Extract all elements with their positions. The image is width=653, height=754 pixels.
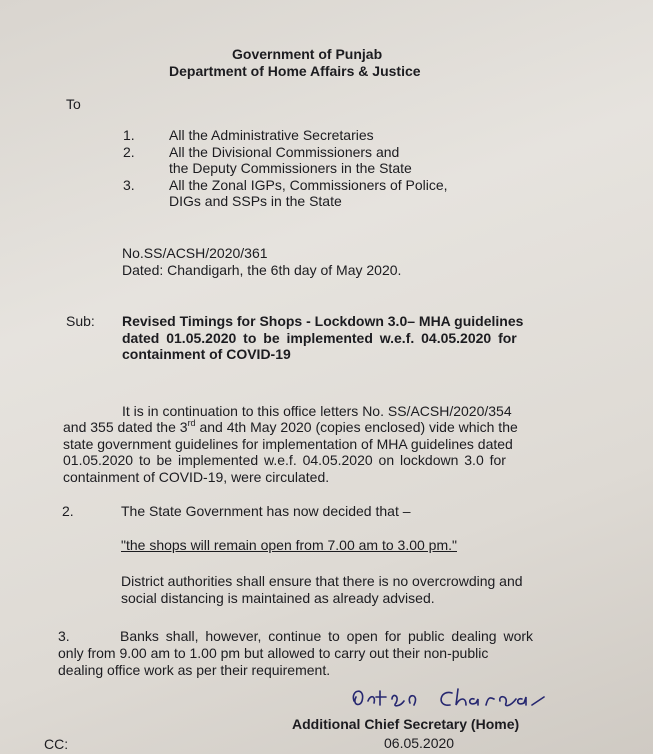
reference-date: Dated: Chandigarh, the 6th day of May 2020.: [122, 262, 402, 278]
signature-mark: [340, 683, 580, 713]
header-government: Government of Punjab: [232, 46, 383, 62]
signatory-designation: Additional Chief Secretary (Home): [292, 716, 520, 732]
cc-label: CC:: [44, 736, 69, 752]
text-run: and 355 dated the 3: [63, 419, 188, 435]
paragraph-line: 01.05.2020 to be implemented w.e.f. 04.05.2020 on lockdown 3.0 for: [63, 452, 506, 468]
paragraph-line: dealing office work as per their requirement.: [58, 662, 331, 678]
reference-number: No.SS/ACSH/2020/361: [122, 245, 268, 261]
recipient-line: All the Administrative Secretaries: [169, 127, 374, 143]
paragraph-line: The State Government has now decided that –: [121, 503, 411, 519]
shop-timing-quote: "the shops will remain open from 7.00 am to 3.00 pm.": [121, 537, 457, 553]
subject-line: dated 01.05.2020 to be implemented w.e.f. 04.05.2020 for: [122, 330, 517, 346]
paragraph-line: It is in continuation to this office letters No. SS/ACSH/2020/354: [122, 403, 512, 419]
text-run: and 4th May 2020 (copies enclosed) vide which the: [195, 419, 518, 435]
header-department: Department of Home Affairs & Justice: [169, 63, 421, 79]
paragraph-line: state government guidelines for implementation of MHA guidelines dated: [63, 436, 513, 452]
paragraph-number: 2.: [62, 503, 74, 519]
recipient-line: the Deputy Commissioners in the State: [169, 160, 412, 176]
recipient-number: 2.: [123, 144, 135, 160]
paragraph-line: only from 9.00 am to 1.00 pm but allowed to carry out their non-public: [58, 645, 489, 661]
paragraph-line: Banks shall, however, continue to open for public dealing work: [120, 628, 534, 644]
recipient-number: 3.: [123, 177, 135, 193]
subject-line: containment of COVID-19: [122, 346, 291, 362]
paragraph-line: [63, 419, 518, 436]
subject-label: Sub:: [66, 313, 95, 329]
superscript: rd: [187, 418, 196, 428]
paragraph-number: 3.: [58, 628, 70, 644]
recipient-number: 1.: [123, 127, 135, 143]
recipient-line: DIGs and SSPs in the State: [169, 193, 342, 209]
signature-date: 06.05.2020: [384, 735, 455, 751]
recipient-line: All the Zonal IGPs, Commissioners of Police,: [169, 177, 448, 193]
recipient-line: All the Divisional Commissioners and: [169, 144, 400, 160]
to-label: To: [66, 96, 81, 112]
paragraph-line: containment of COVID-19, were circulated.: [63, 469, 330, 485]
paragraph-line: District authorities shall ensure that there is no overcrowding and: [121, 573, 523, 589]
subject-line: Revised Timings for Shops - Lockdown 3.0– MHA guidelines: [122, 313, 524, 329]
paragraph-line: social distancing is maintained as already advised.: [121, 590, 435, 606]
